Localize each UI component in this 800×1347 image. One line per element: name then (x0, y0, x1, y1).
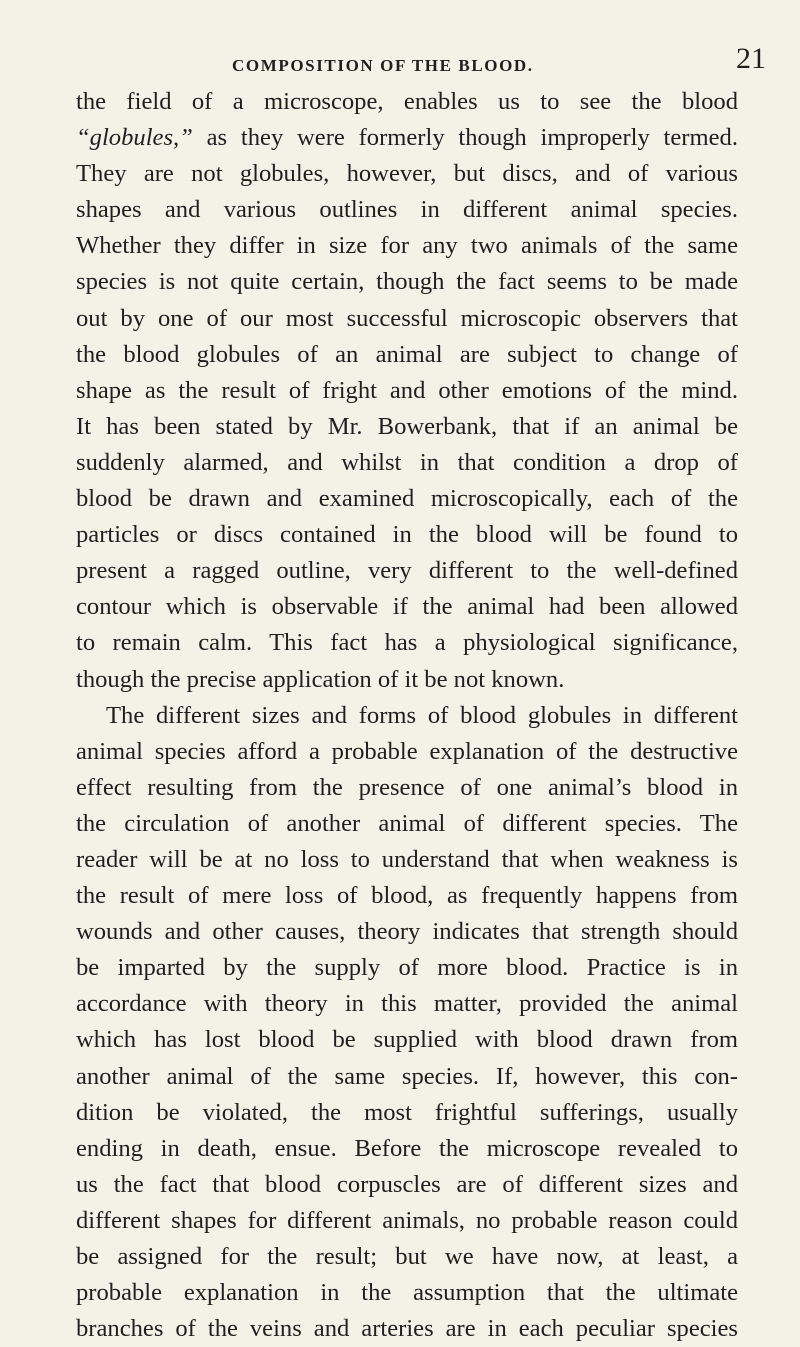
text-line: species is not quite certain, though the fact seems to be made (76, 268, 738, 296)
text-line: It has been stated by Mr. Bowerbank, that if an animal be (76, 412, 738, 440)
text-line: suddenly alarmed, and whilst in that condition a drop of (76, 448, 738, 476)
text-line: effect resulting from the presence of one animal’s blood in (76, 773, 738, 801)
body-text (76, 84, 738, 1347)
text-line: be assigned for the result; but we have now, at least, a (76, 1243, 738, 1270)
text-line: shapes and various outlines in different animal species. (76, 196, 738, 224)
text-line: The different sizes and forms of blood globules in different (106, 701, 738, 729)
text-line: They are not globules, however, but discs, and of various (76, 160, 738, 188)
text-line: to remain calm. This fact has a physiological significance, (76, 629, 738, 657)
text-line: blood be drawn and examined microscopically, each of the (76, 485, 738, 513)
text-line: us the fact that blood corpuscles are of different sizes and (76, 1170, 738, 1198)
text-line: be imparted by the supply of more blood. Practice is in (76, 954, 738, 982)
text-line: another animal of the same species. If, however, this con- (76, 1062, 738, 1090)
text-line: though the precise application of it be not known. (76, 665, 565, 693)
text-line: animal species afford a probable explanation of the destructive (76, 737, 738, 765)
text-line: probable explanation in the assumption that the ultimate (76, 1279, 738, 1307)
text-line: the result of mere loss of blood, as frequently happens from (76, 882, 738, 910)
text-line: particles or discs contained in the blood will be found to (76, 521, 738, 549)
text-line: present a ragged outline, very different to the well-defined (76, 557, 738, 585)
text-line: shape as the result of fright and other emotions of the mind. (76, 376, 738, 404)
text-line: out by one of our most successful microscopic observers that (76, 304, 738, 332)
text-line: the circulation of another animal of different species. The (76, 809, 738, 837)
text-line: reader will be at no loss to understand that when weakness is (76, 845, 738, 873)
text-line: Whether they differ in size for any two animals of the same (76, 232, 738, 260)
text-line: different shapes for different animals, no probable reason could (76, 1206, 738, 1234)
running-title: COMPOSITION OF THE BLOOD. (232, 56, 534, 75)
text-line: the blood globules of an animal are subject to change of (76, 340, 738, 368)
text-line: dition be violated, the most frightful sufferings, usually (76, 1098, 738, 1126)
italic-term: “globules,” (76, 124, 193, 152)
text-line: accordance with theory in this matter, provided the animal (76, 990, 738, 1018)
text-line: branches of the veins and arteries are in each peculiar species (76, 1315, 738, 1343)
page-number: 21 (736, 42, 766, 75)
text-line: ending in death, ensue. Before the microscope revealed to (76, 1134, 738, 1162)
text-line: wounds and other causes, theory indicates that strength should (76, 918, 738, 946)
text-line: contour which is observable if the animal had been allowed (76, 593, 738, 621)
text-line: “globules,” as they were formerly though improperly termed. (76, 124, 738, 152)
text-line: which has lost blood be supplied with blood drawn from (76, 1026, 738, 1054)
text-line: the field of a microscope, enables us to see the blood (76, 88, 738, 115)
